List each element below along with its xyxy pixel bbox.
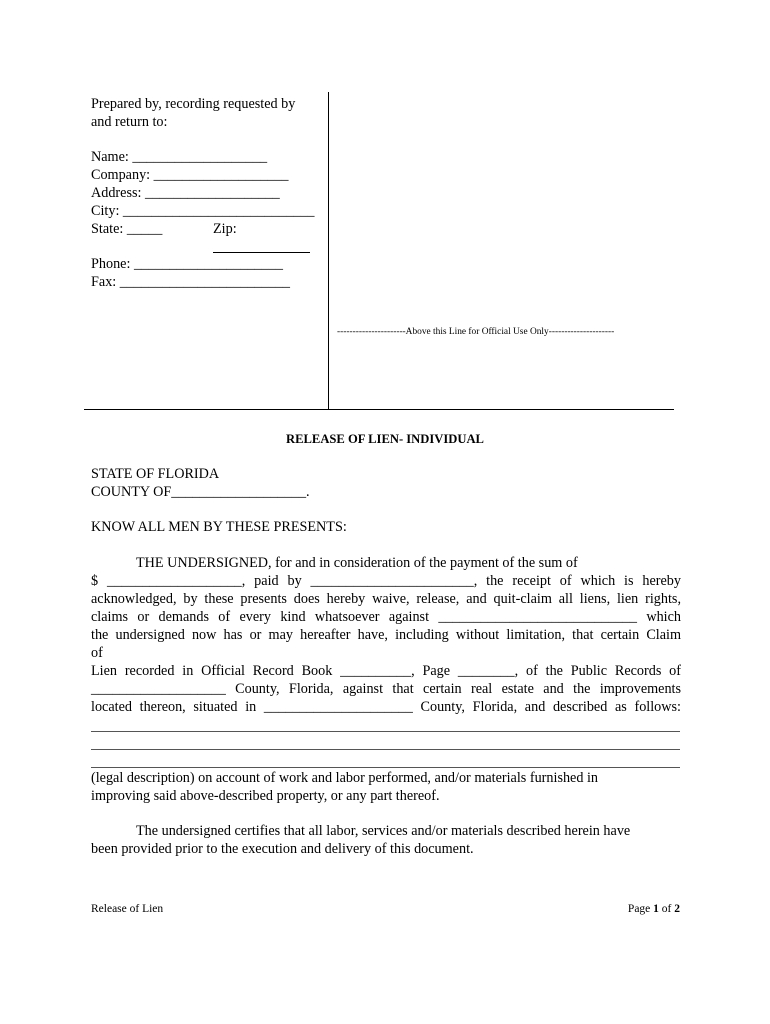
body-line-7[interactable]: Lien recorded in Official Record Book __________, Page ________, of the Public Records of [91,663,681,679]
phone-field[interactable]: Phone: _____________________ [91,256,283,272]
document-title: RELEASE OF LIEN- INDIVIDUAL [286,432,484,446]
footer-title: Release of Lien [91,903,164,915]
body-line-9[interactable]: located thereon, situated in _____________________ County, Florida, and described as follows: [91,699,681,715]
body-line-3: acknowledged, by these presents does hereby waive, release, and quit-claim all liens, lien rights, [91,591,681,607]
legal-description-line-1[interactable] [91,731,680,732]
body-line-2[interactable]: $ ___________________, paid by _______________________, the receipt of which is hereby [91,573,681,589]
prepared-by-line1: Prepared by, recording requested by [91,96,296,112]
page-of: of [658,903,675,915]
page-prefix: Page [627,903,654,915]
zip-field-underline[interactable] [213,252,310,253]
body-paragraph [91,572,681,716]
city-field[interactable]: City: ___________________________ [91,203,315,219]
know-all-men: KNOW ALL MEN BY THESE PRESENTS: [91,519,347,535]
legal-text-line-1: (legal description) on account of work and labor performed, and/or materials furnished in [91,770,599,786]
header-divider-horizontal [84,409,674,410]
address-field[interactable]: Address: ___________________ [91,185,280,201]
page-number [628,902,680,916]
prepared-by-line2: and return to: [91,114,168,130]
certify-line-1: The undersigned certifies that all labor, services and/or materials described herein have [136,823,631,839]
legal-text-line-2: improving said above-described property, or any part thereof. [91,788,440,804]
zip-label: Zip: [213,221,237,237]
company-field[interactable]: Company: ___________________ [91,167,289,183]
body-line-1: THE UNDERSIGNED, for and in consideration of the payment of the sum of [136,555,578,571]
body-line-4[interactable]: claims or demands of every kind whatsoever against ____________________________ which [91,609,681,625]
fax-field[interactable]: Fax: ________________________ [91,274,291,290]
official-use-notice: ----------------------Above this Line for Official Use Only--------------------- [337,327,615,337]
body-line-6: of [91,645,103,661]
name-field[interactable]: Name: ___________________ [91,149,268,165]
page-total: 2 [674,903,680,915]
county-of-field[interactable]: COUNTY OF___________________. [91,484,310,500]
legal-description-line-3[interactable] [91,767,680,768]
state-of-florida: STATE OF FLORIDA [91,466,220,482]
certify-line-2: been provided prior to the execution and delivery of this document. [91,841,474,857]
legal-description-line-2[interactable] [91,749,680,750]
body-line-5: the undersigned now has or may hereafter have, including without limitation, that certain Claim [91,627,681,643]
body-line-8[interactable]: ___________________ County, Florida, against that certain real estate and the improvements [91,681,681,697]
state-field[interactable]: State: _____ [91,221,163,237]
page-current: 1 [653,903,659,915]
header-divider-vertical [328,92,329,410]
